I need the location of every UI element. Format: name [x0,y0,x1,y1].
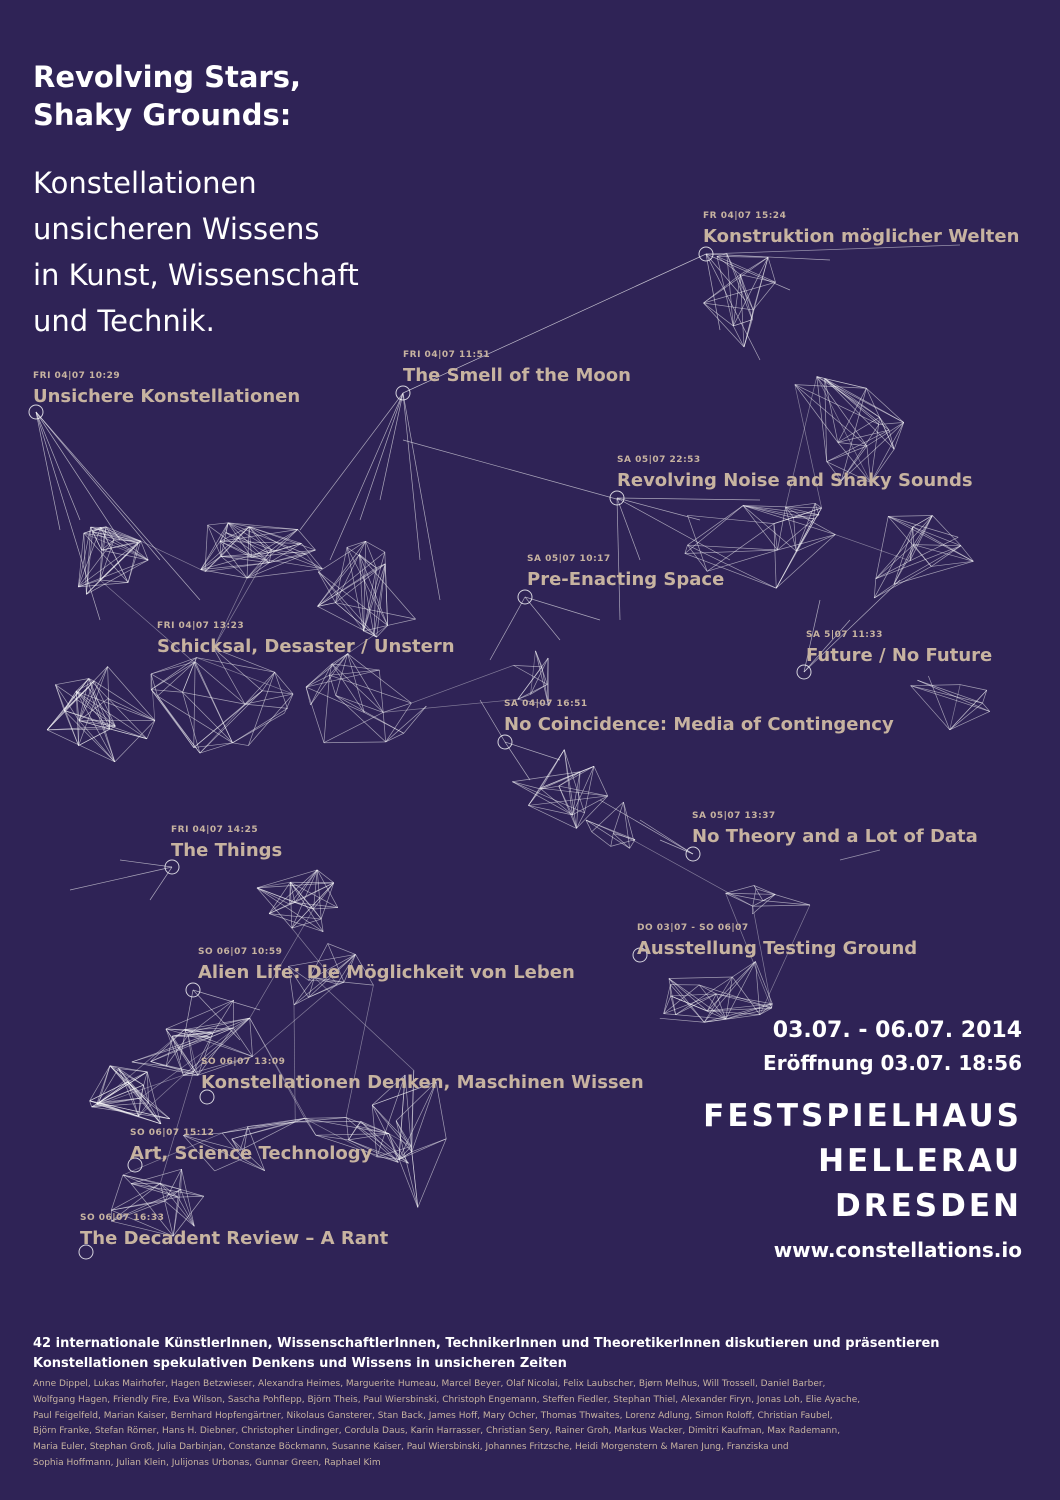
network-line [332,664,379,670]
network-line [36,412,100,620]
network-line [348,654,412,703]
network-line [196,658,293,694]
event-alien-life [198,946,575,985]
network-line [411,665,513,703]
title-line-1: Revolving Stars, [33,60,302,94]
event-date: DO 03|07 - SO 06|07 [637,923,749,933]
network-line [525,597,600,620]
network-line [306,687,324,743]
network-line [314,908,338,909]
network-line [754,886,775,895]
network-line [123,1175,160,1183]
network-line [726,886,754,894]
event-name: Ausstellung Testing Ground [637,938,918,959]
network-line [706,254,830,260]
network-line [617,498,640,560]
event-name: Revolving Noise and Shaky Sounds [617,470,973,491]
network-line [531,651,536,694]
network-line [600,800,693,854]
event-no-theory [692,810,978,849]
network-line [158,696,194,748]
event-unsichere-konstellationen [33,370,300,409]
network-line [366,541,385,552]
title-line-2: Shaky Grounds: [33,98,292,132]
network-line [753,905,810,906]
network-line [688,545,778,550]
network-line [403,440,620,500]
footer [33,1334,1023,1472]
network-line [687,515,773,523]
event-name: The Things [171,840,283,861]
network-line [208,523,229,525]
network-line [330,393,403,560]
network-line [660,1018,704,1022]
network-line [196,658,274,673]
network-line [726,893,776,894]
network-line [707,962,755,1011]
intro-line-1: 42 internationale KünstlerInnen, WissenschaftlerInnen, TechnikerInnen und TheoretikerInnen diskutieren und präsentieren [33,1336,940,1351]
event-name: Pre-Enacting Space [527,569,725,590]
subtitle-line-1: Konstellationen [33,166,257,200]
network-line [490,597,525,660]
network-line [193,990,260,1010]
network-line [786,503,816,507]
network-line [753,282,775,310]
event-name: Schicksal, Desaster / Unstern [157,636,455,657]
network-line [233,743,249,746]
network-line [201,550,272,570]
network-line [840,850,880,860]
event-ausstellung-testing-ground [637,922,917,961]
event-name: The Decadent Review – A Rant [80,1228,389,1249]
event-name: No Theory and a Lot of Data [692,826,978,847]
event-date: FRI 04|07 13:23 [157,621,245,631]
network-line [306,687,311,705]
network-line [888,516,973,561]
network-line [541,789,572,815]
network-line [396,1121,418,1208]
network-line [733,326,744,347]
network-line [914,545,974,562]
event-date: SO 06|07 16:33 [80,1213,165,1223]
network-line [233,1028,252,1056]
network-line [888,516,932,517]
event-date: SA 04|07 16:51 [504,699,588,709]
network-line [108,667,155,721]
network-line [716,994,772,1004]
network-line [100,580,128,582]
names-line-3: Paul Feigelfeld, Marian Kaiser, Bernhard Hopfengärtner, Nikolaus Gansterer, Stan Back, James Hoff, Mary Ocher, Thomas Thwaites, Lorenz Adlung, Simon Roloff, Christian Faubel, [33,1410,833,1421]
network-line [346,985,373,1117]
event-info [703,1014,1022,1265]
venue-line-2: HELLERAU [818,1143,1022,1179]
subtitle-line-3: in Kunst, Wissenschaft [33,258,359,292]
network-line [660,840,693,854]
network-line [308,984,337,997]
network-line [594,766,608,796]
event-date: FRI 04|07 10:29 [33,371,121,381]
network-line [36,412,80,520]
network-line [360,393,403,520]
network-line [412,1139,446,1152]
network-line [139,1075,184,1116]
network-line [158,663,195,696]
network-line [617,498,760,500]
network-line [166,1000,234,1029]
network-line [753,889,756,906]
network-line [505,742,560,760]
names-line-1: Anne Dippel, Lukas Mairhofer, Hagen Betzwieser, Alexandra Heimes, Marguerite Humeau, Marcel Beyer, Olaf Nicolai, Felix Laubscher, Bjørn Melhus, Will Trossell, Daniel Barber, [33,1379,826,1389]
event-decadent-review [80,1212,388,1251]
network-line [917,680,982,703]
poster-subtitle [33,160,359,344]
network-line [150,867,172,900]
opening-time: Eröffnung 03.07. 18:56 [763,1051,1022,1075]
network-line [330,675,336,695]
event-date: FRI 04|07 11:51 [403,350,491,360]
network-line [324,742,386,743]
event-name: The Smell of the Moon [403,365,631,386]
venue [703,1094,1022,1229]
network-line [380,393,403,500]
network-line [576,796,607,828]
event-name: Alien Life: Die Möglichkeit von Leben [198,962,575,983]
network-line [36,412,120,540]
network-line [776,519,813,588]
network-line [623,802,633,840]
venue-line-1: FESTSPIELHAUS [703,1098,1022,1134]
participant-list [33,1377,1023,1472]
network-line [306,664,332,687]
network-line [403,393,420,560]
network-line [732,962,755,977]
event-date: SA 05|07 13:37 [692,811,776,821]
network-line [36,412,160,560]
network-line [704,303,745,347]
network-line [727,254,752,320]
network-line [795,385,867,446]
network-line [385,564,387,626]
network-line [743,506,835,535]
network-line [960,685,987,691]
network-line [183,663,195,693]
network-line [165,1169,182,1201]
event-the-things [171,824,282,863]
network-line [317,870,334,883]
network-line [733,275,740,326]
network-line [874,584,894,598]
network-line [257,883,334,888]
event-name: Konstruktion möglicher Welten [703,226,1020,247]
network-line [249,527,268,553]
event-konstruktion-moeglicher-welten [703,210,1019,249]
network-line [141,541,205,572]
event-future-no-future [806,629,992,668]
network-line [47,730,115,762]
network-line [79,721,80,746]
network-line [559,766,594,786]
network-line [335,547,347,602]
event-date: SA 05|07 22:53 [617,455,701,465]
network-line [743,506,796,552]
network-line [86,560,148,594]
network-line [528,805,572,814]
intro-line-2: Konstellationen spekulativen Denkens und Wissens in unsicheren Zeiten [33,1356,567,1371]
network-line [220,523,228,542]
event-name: Art, Science Technology [130,1143,373,1164]
network-line [706,254,790,290]
network-line [950,685,960,730]
subtitle-line-2: unsicheren Wissens [33,212,320,246]
event-name: No Coincidence: Media of Contingency [504,714,894,735]
network-line [228,523,298,530]
network-line [70,867,172,890]
names-line-6: Sophia Hoffmann, Julian Klein, Julijonas Urbonas, Gunnar Green, Raphael Kim [33,1457,381,1468]
event-smell-of-the-moon [403,349,631,388]
event-konstellationen-denken [201,1056,644,1095]
event-date: SO 06|07 13:09 [201,1057,286,1067]
network-line [110,729,147,739]
network-line [257,888,292,928]
network-line [640,820,693,854]
network-line [740,275,775,283]
event-date: SA 5|07 11:33 [806,630,883,640]
network-line [379,670,383,712]
network-line [914,545,961,546]
network-line [634,841,753,907]
network-line [835,535,910,561]
event-date: FRI 04|07 14:25 [171,825,259,835]
network-line [200,691,262,753]
event-date: SA 05|07 10:17 [527,554,611,564]
event-date: FR 04|07 15:24 [703,211,787,221]
network-line [514,665,542,667]
network-line [894,516,933,585]
network-line [928,676,949,730]
network-line [76,691,78,745]
network-line [248,672,274,745]
network-line [536,651,548,684]
network-line [669,977,732,979]
network-line [193,990,240,1040]
network-line [950,711,990,729]
network-line [894,546,961,585]
network-line [195,662,245,704]
event-name: Unsichere Konstellationen [33,386,301,407]
network-line [120,860,172,867]
event-name: Konstellationen Denken, Maschinen Wissen [201,1072,644,1093]
network-line [178,1196,204,1197]
network-line [269,870,317,914]
poster-title [33,58,301,134]
network-line [194,691,262,748]
network-line [576,813,584,828]
network-line [290,882,333,883]
network-line [147,721,155,739]
subtitle-line-4: und Technik. [33,304,215,338]
names-line-4: Björn Franke, Stefan Römer, Hans H. Diebner, Christopher Lindinger, Cordula Daus, Karin Harrasser, Christian Sery, Rainer Groh, Markus Wacker, Dimitri Kaufman, Max Rademann, [33,1426,841,1437]
names-line-5: Maria Euler, Stephan Groß, Julia Darbinjan, Constanze Böckmann, Susanne Kaiser, Paul Wiersbinski, Johannes Fritzsche, Heidi Morgenstern & Maren Jung, Franziska und [33,1442,789,1453]
network-line [336,695,383,712]
network-line [611,833,614,846]
network-line [838,442,867,446]
network-line [257,870,317,888]
event-date: SO 06|07 15:12 [130,1128,215,1138]
network-line [617,498,730,560]
network-line [318,541,365,572]
network-line [335,541,365,602]
footer-intro [33,1334,1023,1374]
network-line [79,729,110,746]
network-line [317,870,321,919]
network-line [911,686,983,703]
event-date: SO 06|07 10:59 [198,947,283,957]
names-line-2: Wolfgang Hagen, Friendly Fire, Eva Wilson, Sascha Pohflepp, Björn Theis, Paul Wiersbinski, Christoph Engemann, Steffen Fiedler, Stephan Thiel, Alexander Firyn, Jonas Loh, Elie Ayache, [33,1394,861,1405]
network-line [76,691,155,720]
network-line [525,597,560,640]
event-schicksal-desaster [157,620,455,659]
network-line [768,257,775,282]
festival-dates: 03.07. - 06.07. 2014 [772,1018,1022,1043]
network-line [160,1183,180,1189]
network-line [100,543,138,580]
network-line [269,883,334,914]
event-name: Future / No Future [806,645,993,666]
network-line [704,257,769,303]
event-revolving-noise [617,454,973,493]
event-no-coincidence [504,698,894,737]
event-pre-enacting-space [527,553,724,592]
network-line [151,663,194,690]
network-line [180,990,193,1060]
network-line [688,506,744,545]
website-link[interactable]: www.constellations.io [773,1238,1022,1262]
network-line [617,498,700,520]
network-line [262,672,274,691]
network-line [194,743,233,748]
network-line [245,672,275,704]
network-line [664,1014,676,1015]
venue-line-3: DRESDEN [835,1188,1022,1224]
network-line [911,685,961,686]
network-line [300,393,403,530]
event-art-science-technology [130,1127,372,1166]
network-line [383,712,385,742]
network-line [536,651,549,705]
network-line [403,393,440,600]
network-line [961,546,973,562]
network-line [250,1018,253,1056]
